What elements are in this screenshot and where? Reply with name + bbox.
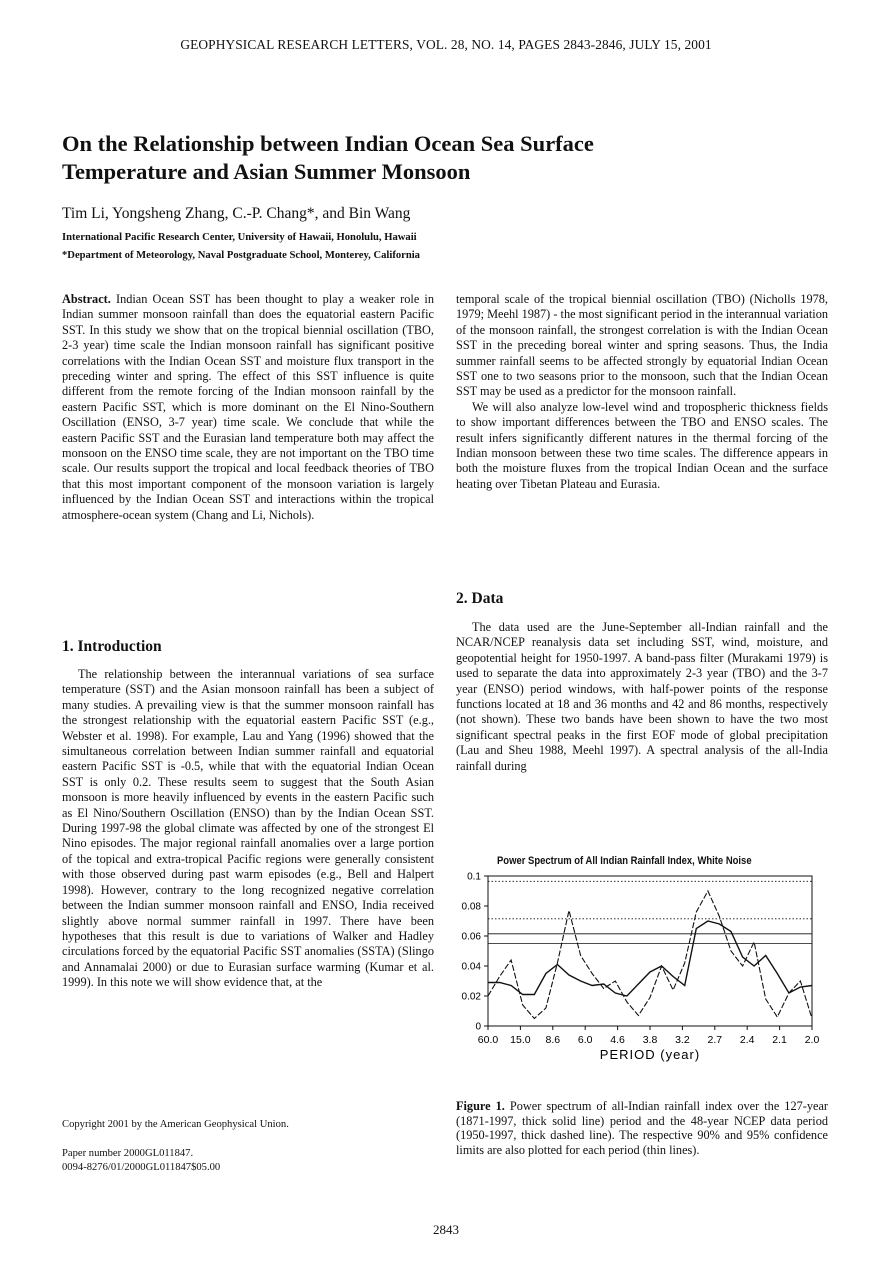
- right-column-text: [456, 292, 828, 492]
- series-line-2: [488, 891, 812, 1019]
- title-line-2: Temperature and Asian Summer Monsoon: [62, 159, 471, 184]
- x-tick-label: 2.4: [739, 1034, 755, 1046]
- intro-continuation: temporal scale of the tropical biennial oscillation (TBO) (Nicholls 1978, 1979; Meehl 1987) - the most significant period in the interannual variation of the monsoon rainfall, the strongest correlation is with the Indian Ocean SST in the preceding boreal winter and spring seasons. Thus, the India summer rainfall seems to be affected strongly by equatorial Indian Ocean SST one to two seasons prior to the monsoon, such that the Indian Ocean SST may be used as a predictor for the monsoon rainfall.: [456, 292, 828, 399]
- x-tick-label: 2.1: [772, 1034, 787, 1046]
- y-tick-label: 0.04: [461, 961, 481, 973]
- journal-header: GEOPHYSICAL RESEARCH LETTERS, VOL. 28, NO. 14, PAGES 2843-2846, JULY 15, 2001: [180, 37, 712, 52]
- y-tick-label: 0.02: [461, 991, 481, 1003]
- x-tick-label: 3.8: [642, 1034, 658, 1046]
- figure-caption: [456, 1099, 828, 1157]
- x-tick-label: 4.6: [610, 1034, 625, 1046]
- figure-caption-label: Figure 1.: [456, 1099, 505, 1113]
- x-tick-label: 15.0: [510, 1034, 531, 1046]
- y-tick-label: 0.1: [467, 871, 481, 883]
- intro-heading: 1. Introduction: [62, 638, 162, 655]
- series-line-1: [488, 921, 812, 996]
- x-tick-label: 60.0: [477, 1034, 499, 1046]
- x-tick-label: 2.7: [707, 1034, 723, 1046]
- chart-title: Power Spectrum of All Indian Rainfall Index, White Noise: [497, 855, 752, 867]
- copyright-notice: Copyright 2001 by the American Geophysical Union.: [62, 1119, 289, 1130]
- y-tick-label: 0.08: [461, 901, 481, 913]
- paper-number: Paper number 2000GL011847.: [62, 1148, 194, 1159]
- plot-frame: [488, 876, 812, 1026]
- data-heading: 2. Data: [456, 590, 504, 607]
- author-list: Tim Li, Yongsheng Zhang, C.-P. Chang*, and Bin Wang: [62, 205, 411, 222]
- intro-body: [62, 667, 434, 991]
- power-spectrum-chart: [456, 870, 828, 1100]
- x-tick-label: 6.0: [577, 1034, 593, 1046]
- abstract-label: Abstract.: [62, 292, 111, 306]
- affiliation-1: International Pacific Research Center, University of Hawaii, Honolulu, Hawaii: [62, 232, 417, 243]
- data-paragraph: The data used are the June-September all-Indian rainfall and the NCAR/NCEP reanalysis data set including SST, wind, moisture, and geopotential height for 1950-1997. A band-pass filter (Murakami 1979) is used to separate the data into approximately 2-3 year (TBO) and the 3-7 year (ENSO) period windows, with half-power points of the response functions located at 18 and 36 months and 42 and 86 months, respectively (not shown). These two bands have been shown to have the two most significant spectral peaks in the first EOF mode of global precipitation (Lau and Sheu 1988, Meehl 1997). A spectral analysis of the all-India rainfall during: [456, 620, 828, 773]
- page-number: 2843: [433, 1222, 459, 1237]
- x-tick-label: 3.2: [675, 1034, 690, 1046]
- data-body: [456, 620, 828, 774]
- intro-paragraph-2: We will also analyze low-level wind and tropospheric thickness fields to show important differences between the TBO and ENSO scales. The result infers significantly different natures in the thermal forcing of the Indian monsoon between these two time scales. The difference appears in both the moisture fluxes from the tropical Indian Ocean and the surface heating over Tibetan Plateau and Eurasia.: [456, 399, 828, 491]
- x-tick-label: 2.0: [804, 1034, 820, 1046]
- intro-paragraph: The relationship between the interannual variations of sea surface temperature (SST) and the Asian monsoon rainfall has been a subject of many studies. A prevailing view is that the summer monsoon rainfall has the strongest relationship with the equatorial eastern Pacific SST (e.g., Webster et al. 1998). For example, Lau and Yang (1996) showed that the simultaneous correlation between Indian summer rainfall and equatorial eastern Pacific SST is -0.5, while that with the equatorial Indian Ocean SST is only 0.2. These results seem to suggest that the South Asian monsoon is more heavily influenced by events in the eastern Pacific such as El Nino/Southern Oscillation (ENSO) than by the Indian Ocean SST. During 1997-98 the global climate was affected by one of the strongest El Nino episodes. The major regional rainfall anomalies over a large portion of the topical and extra-tropical Pacific regions were generally consistent with those observed during past warm episodes (e.g., Bell and Halpert 1998). However, contrary to the long recognized negative correlation between the Indian summer monsoon rainfall and ENSO, India received slightly above normal summer rainfall in 1997. There have been hypotheses that this result is due to variations of Walker and Hadley circulations forced by the equatorial Pacific SST anomalies (SSTA) (Slingo and Annamalai 2000) or due to Eurasian surface warming (Kumar et al. 1999). In this note we will show evidence that, at the: [62, 667, 434, 990]
- abstract-text: Indian Ocean SST has been thought to play a weaker role in Indian summer monsoon rainfall than does the equatorial eastern Pacific SST. In this study we show that on the tropical biennial oscillation (TBO, 2-3 year) time scale the Indian monsoon rainfall has significant positive correlations with the Indian Ocean SST and moisture flux transport in the preceding winter and spring. The effect of this SST influence is quite different from the remote forcing of the Indian monsoon rainfall by the eastern Pacific SST, which is more dominant on the El Nino-Southern Oscillation (ENSO, 3-7 year) time scale. We conclude that while the eastern Pacific SST and the Eurasian land temperature both may affect the monsoon on the ENSO time scale, they are not important on the TBO time scale. Our results support the tropical and local feedback theories of TBO that this most important component of the monsoon variation is largely influenced by the Indian Ocean SST and interactions within the tropical atmosphere-ocean system (Chang and Li, Nichols).: [62, 292, 434, 522]
- y-tick-label: 0.06: [461, 931, 481, 943]
- article-code: 0094-8276/01/2000GL011847$05.00: [62, 1162, 221, 1173]
- x-axis-label: PERIOD (year): [599, 1047, 701, 1062]
- affiliation-2: *Department of Meteorology, Naval Postgraduate School, Monterey, California: [62, 250, 420, 261]
- title-line-1: On the Relationship between Indian Ocean Sea Surface: [62, 131, 594, 156]
- figure-caption-text: Power spectrum of all-Indian rainfall index over the 127-year (1871-1997, thick solid line) period and the 48-year NCEP data period (1950-1997, thick dashed line). The respective 90% and 95% confidence limits are also plotted for each period (thin lines).: [456, 1099, 828, 1157]
- x-tick-label: 8.6: [545, 1034, 561, 1046]
- y-tick-label: 0: [475, 1021, 481, 1033]
- abstract: [62, 292, 434, 523]
- article-title: [62, 130, 822, 186]
